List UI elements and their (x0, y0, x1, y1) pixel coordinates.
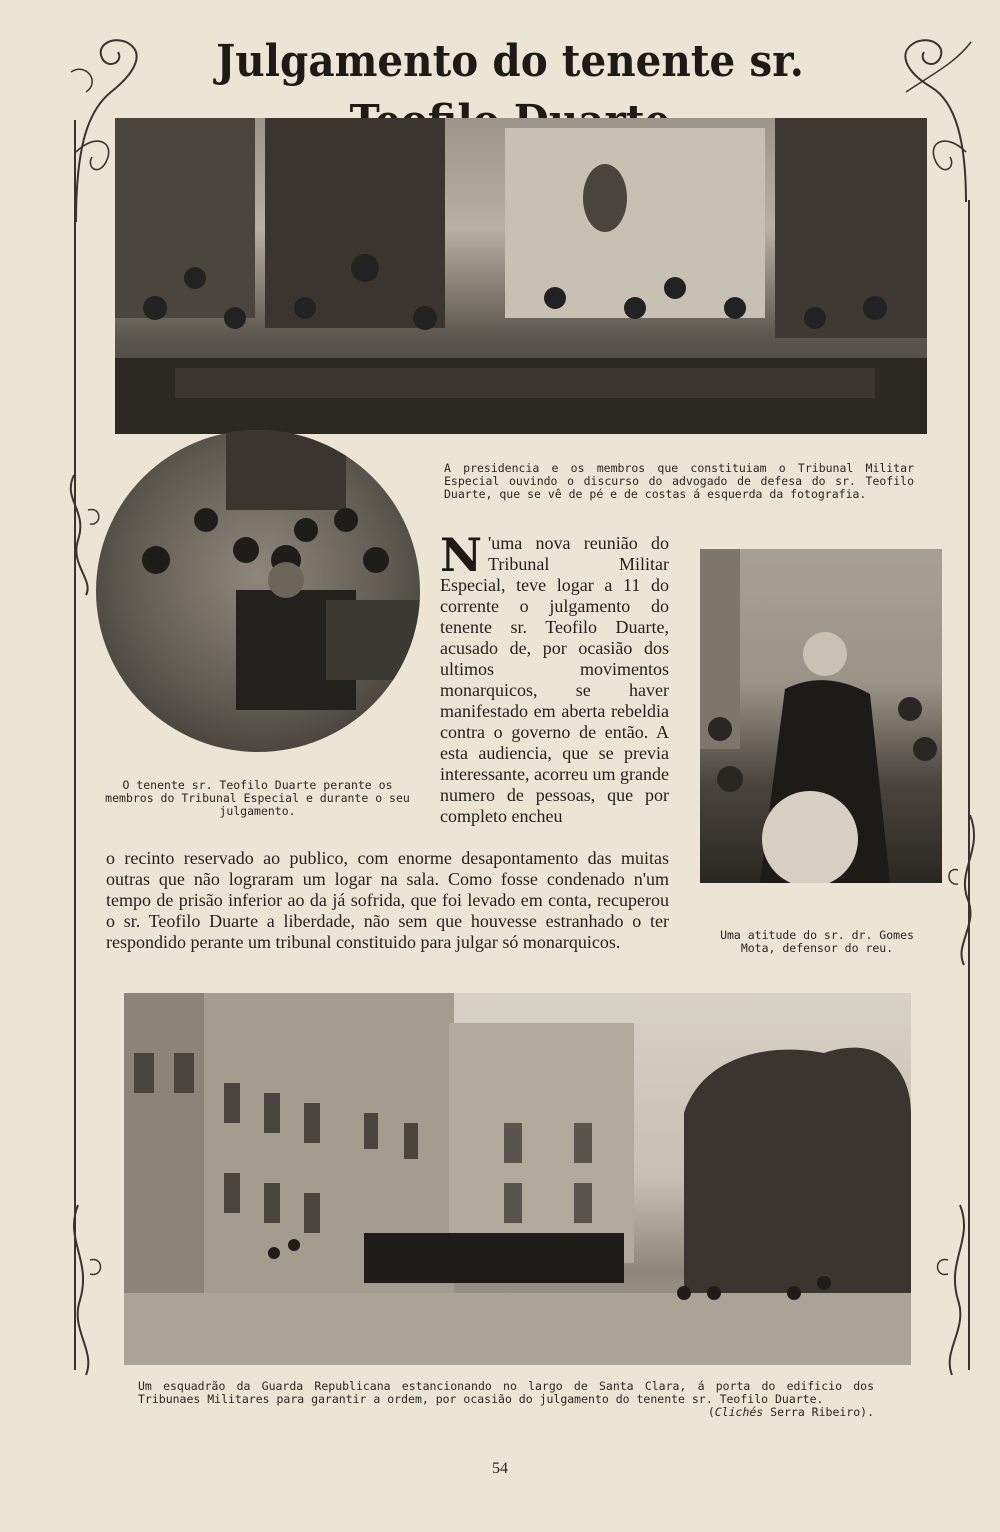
article-text: 'uma nova reunião do Tribunal Militar Especial, teve logar a 11 do corrente o julgamento do tenente sr. Teofilo Duarte, acusado de, por ocasião dos ultimos movimentos monarquicos, se haver manifestado em aberta rebeldia contra o governo de então. A esta audiencia, que se previa interessante, acorreu um grande numero de pessoas, que por completo encheu (440, 533, 669, 826)
right-mid-ornament (940, 810, 990, 970)
credit-rest: Serra Ribeiro). (763, 1405, 874, 1419)
credit-italic: Clichés (714, 1405, 764, 1419)
tribunal-room-caption: A presidencia e os membros que constituiam o Tribunal Militar Especial ouvindo o discurso do advogado de defesa do sr. Teofilo Duarte, que se vê de pé e de costas á esquerda da fotografia. (444, 461, 914, 501)
street-caption (138, 1380, 874, 1419)
article-dropcap: N (440, 528, 483, 582)
page-number: 54 (492, 1460, 508, 1477)
right-border-line (968, 200, 970, 1370)
tribunal-room-photo (115, 118, 927, 434)
defender-caption: Uma atitude do sr. dr. Gomes Mota, defensor do reu. (720, 928, 914, 955)
page-title: Julgamento do tenente sr. (216, 36, 804, 87)
defendant-caption: O tenente sr. Teofilo Duarte perante os membros do Tribunal Especial e durante o seu julgamento. (105, 778, 410, 818)
defender-photo (700, 549, 942, 883)
article-continuation: o recinto reservado ao publico, com enorme desapontamento das muitas outras que não lograram um logar na sala. Como fosse condenado n'um tempo de prisão inferior ao da já sofrida, que foi levado em conta, recuperou o sr. Teofilo Duarte a liberdade, não sem que houvesse estranhado o ter respondido perante um tribunal constituido para julgar só monarquicos. (106, 848, 669, 952)
street-caption-text: Um esquadrão da Guarda Republicana estancionando no largo de Santa Clara, á porta do edificio dos Tribunaes Militares para garantir a ordem, por ocasião do julgamento do tenente sr. Teofilo Duarte. (138, 1379, 874, 1406)
article-body (440, 528, 669, 827)
photo-credit: (Clichés Serra Ribeiro). (707, 1405, 874, 1419)
left-border-line (74, 120, 76, 1370)
street-guard-photo (124, 993, 911, 1365)
left-bottom-ornament (58, 1200, 108, 1380)
right-bottom-ornament (930, 1200, 980, 1380)
defendant-circle-photo (96, 430, 420, 752)
